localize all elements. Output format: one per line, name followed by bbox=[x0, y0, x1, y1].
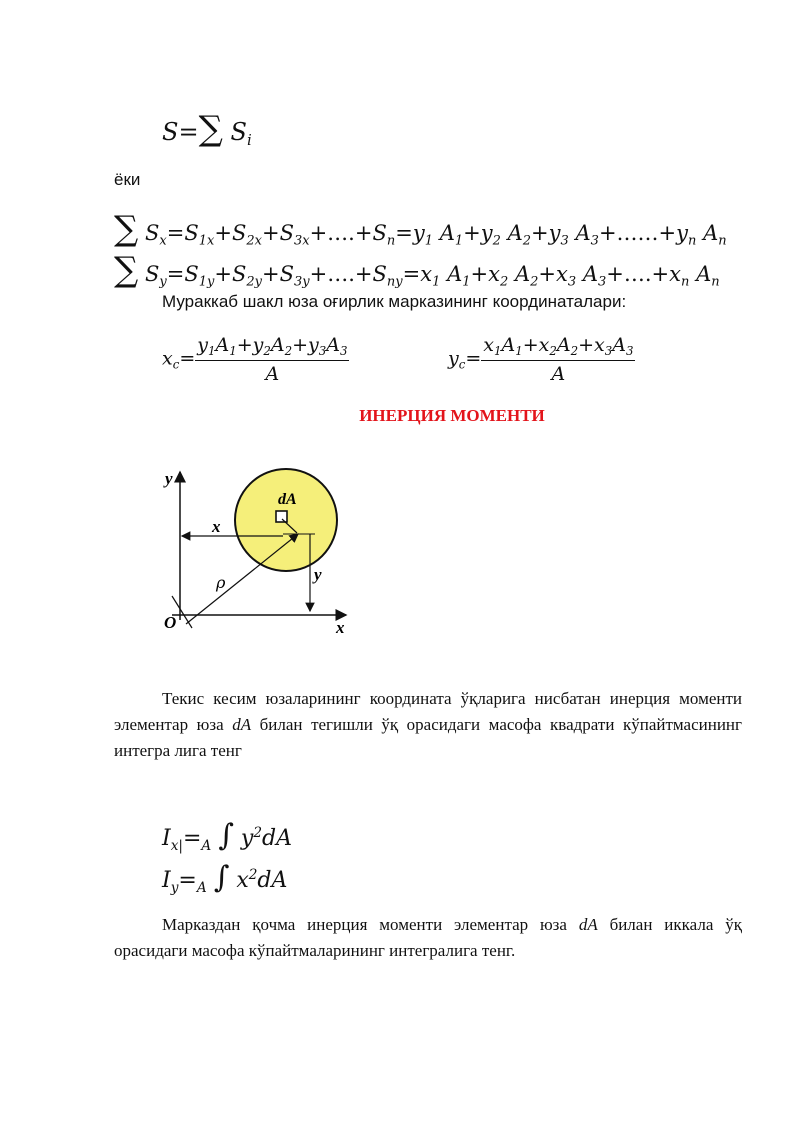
element-dA bbox=[276, 511, 287, 522]
formula-static-moment-x: ∑ $S_x=S_{1x}+S_{2x}+S_{3x}+\dots.+S_n=y_1$ $A_1+y_2$ $A_2+y_3$ $A_3+\dots\dots+y_n$ $A_n$ bbox=[114, 209, 727, 249]
section-title: ИНЕРЦИЯ МОМЕНТИ bbox=[359, 406, 545, 425]
label-x-axis: x bbox=[336, 618, 345, 637]
formula-total-area: S=∑ $S_i$ bbox=[162, 109, 252, 150]
centroid-caption: Мураккаб шакл юза оғирлик марказининг координаталари: bbox=[162, 292, 627, 311]
word-or: ёки bbox=[114, 170, 141, 189]
formula-Iy: $I_y=_A$ ∫ $x^2dA$ bbox=[162, 860, 288, 896]
formula-yc: $y_c=$ $\frac{x_1A_1+x_2A_2+x_3A_3}{A}$ bbox=[448, 334, 634, 386]
paragraph-inertia-definition: Текис кесим юзаларининг координата ўқларига нисбатан инерция моменти элементар юза dA билан тегишли ўқ орасидаги масофа квадрати кўпайтмасининг интегра лига тенг bbox=[114, 689, 743, 760]
formula-static-moment-y: ∑ $S_y=S_{1y}+S_{2y}+S_{3y}+\dots.+S_{ny}=x_1$ $A_1+x_2$ $A_2+x_3$ $A_3+\dots.+x_n$ $A_n$ bbox=[114, 250, 720, 290]
label-dA: dA bbox=[278, 491, 297, 508]
inertia-diagram bbox=[150, 460, 370, 640]
xc-fraction: $\frac{y_1A_1+y_2A_2+y_3A_3}{A}$ bbox=[197, 334, 348, 386]
yc-fraction: $\frac{x_1A_1+x_2A_2+x_3A_3}{A}$ bbox=[483, 334, 634, 386]
label-x-distance: x bbox=[212, 517, 221, 536]
label-y-axis: y bbox=[165, 469, 173, 488]
label-y-distance: y bbox=[314, 565, 322, 584]
label-rho: ρ bbox=[216, 573, 226, 592]
label-origin: O bbox=[164, 613, 177, 632]
formula-Ix: $I_{x|}=_A$ ∫ $y^2dA$ bbox=[162, 818, 292, 854]
paragraph-centrifugal-moment: Марказдан қочма инерция моменти элементар юза dA билан иккала ўқ орасидаги масофа кўпайтмаларининг интегралига тенг. bbox=[114, 915, 742, 960]
formula-xc: $x_c=$ $\frac{y_1A_1+y_2A_2+y_3A_3}{A}$ bbox=[162, 334, 348, 386]
